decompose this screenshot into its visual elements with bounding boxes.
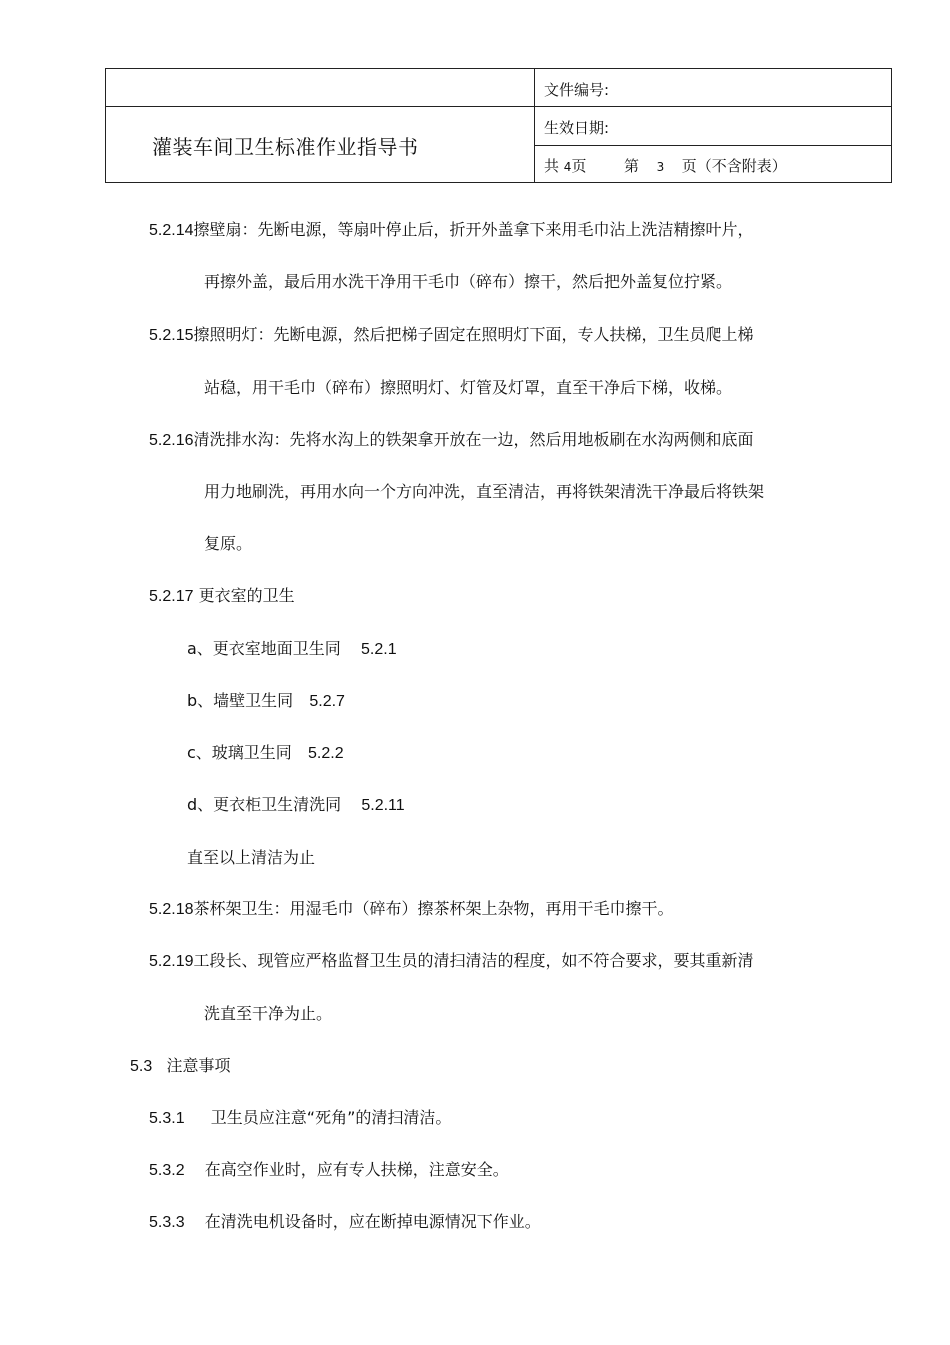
clause-number: 5.2.14: [149, 222, 194, 239]
list-item-label: b、墙壁卫生同: [187, 691, 294, 710]
note-number: 5.3.2: [149, 1162, 185, 1179]
clause-5-2-17-closing: 直至以上清洁为止: [187, 848, 316, 867]
note-item: [149, 1209, 541, 1232]
clause-number: 5.2.19: [149, 953, 194, 970]
list-item-label: d、更衣柜卫生清洗同: [187, 795, 342, 814]
list-item-ref: 5.2.11: [361, 797, 405, 814]
clause-5-2-14-line-2: 再擦外盖，最后用水洗干净用干毛巾（碎布）擦干，然后把外盖复位拧紧。: [204, 272, 733, 291]
page-total: 4: [563, 160, 572, 174]
note-text: 在清洗电机设备时，应在断掉电源情况下作业。: [204, 1212, 541, 1231]
section-5-3-heading: [130, 1053, 230, 1076]
list-item-ref: 5.2.2: [308, 745, 344, 762]
clause-number: 5.2.18: [149, 901, 194, 918]
list-item: [187, 792, 405, 815]
clause-5-2-15-line-1: [149, 322, 754, 345]
list-item-label: a、更衣室地面卫生同: [187, 639, 341, 658]
section-title: 注意事项: [166, 1056, 231, 1075]
clause-text: 清洗排水沟：先将水沟上的铁架拿开放在一边，然后用地板刷在水沟两侧和底面: [193, 430, 754, 449]
clause-5-2-16-line-1: [149, 427, 754, 450]
clause-text: 茶杯架卫生：用湿毛巾（碎布）擦茶杯架上杂物，再用干毛巾擦干。: [193, 899, 674, 918]
clause-5-2-17-line-1: [149, 583, 295, 606]
page-total-suffix: 页: [571, 157, 587, 175]
page-current: 3: [656, 160, 665, 174]
header-divider-vertical: [534, 69, 535, 182]
clause-text: 擦壁扇：先断电源，等扇叶停止后，折开外盖拿下来用毛巾沾上洗洁精擦叶片，: [193, 220, 754, 239]
clause-5-2-18-line-1: [149, 896, 674, 919]
page-total-prefix: 共: [544, 157, 560, 175]
list-item: [187, 740, 344, 763]
list-item: [187, 688, 345, 711]
clause-number: 5.2.17: [149, 588, 194, 605]
clause-5-2-19-line-2: 洗直至干净为止。: [204, 1004, 333, 1023]
note-text: 卫生员应注意“死角”的清扫清洁。: [210, 1108, 452, 1127]
page-current-suffix: 页（不含附表）: [681, 157, 787, 175]
clause-text: 更衣室的卫生: [198, 586, 295, 605]
clause-text: 擦照明灯：先断电源，然后把梯子固定在照明灯下面，专人扶梯，卫生员爬上梯: [193, 325, 754, 344]
header-divider-1: [106, 106, 891, 107]
list-item-label: c、玻璃卫生同: [187, 743, 292, 762]
header-divider-2: [534, 145, 891, 146]
note-item: [149, 1157, 509, 1180]
page-info: [544, 155, 787, 176]
clause-5-2-16-line-2: 用力地刷洗，再用水向一个方向冲洗，直至清洁，再将铁架清洗干净最后将铁架: [204, 482, 765, 501]
clause-number: 5.2.16: [149, 432, 194, 449]
page-current-prefix: 第: [624, 157, 640, 175]
clause-5-2-19-line-1: [149, 948, 754, 971]
clause-number: 5.2.15: [149, 327, 194, 344]
note-item: [149, 1105, 451, 1128]
document-title: 灌装车间卫生标准作业指导书: [152, 135, 419, 159]
document-header-table: [105, 68, 892, 183]
clause-text: 工段长、现管应严格监督卫生员的清扫清洁的程度，如不符合要求，要其重新清: [193, 951, 754, 970]
note-text: 在高空作业时，应有专人扶梯，注意安全。: [204, 1160, 509, 1179]
list-item-ref: 5.2.1: [361, 641, 397, 658]
list-item: [187, 636, 397, 659]
note-number: 5.3.3: [149, 1214, 185, 1231]
effective-date-label: 生效日期:: [544, 119, 610, 137]
file-number-label: 文件编号:: [544, 81, 610, 99]
section-number: 5.3: [130, 1058, 153, 1075]
clause-5-2-14-line-1: [149, 217, 754, 240]
clause-5-2-15-line-2: 站稳，用干毛巾（碎布）擦照明灯、灯管及灯罩，直至干净后下梯，收梯。: [204, 378, 733, 397]
clause-5-2-16-line-3: 复原。: [204, 534, 253, 553]
list-item-ref: 5.2.7: [309, 693, 345, 710]
note-number: 5.3.1: [149, 1110, 185, 1127]
